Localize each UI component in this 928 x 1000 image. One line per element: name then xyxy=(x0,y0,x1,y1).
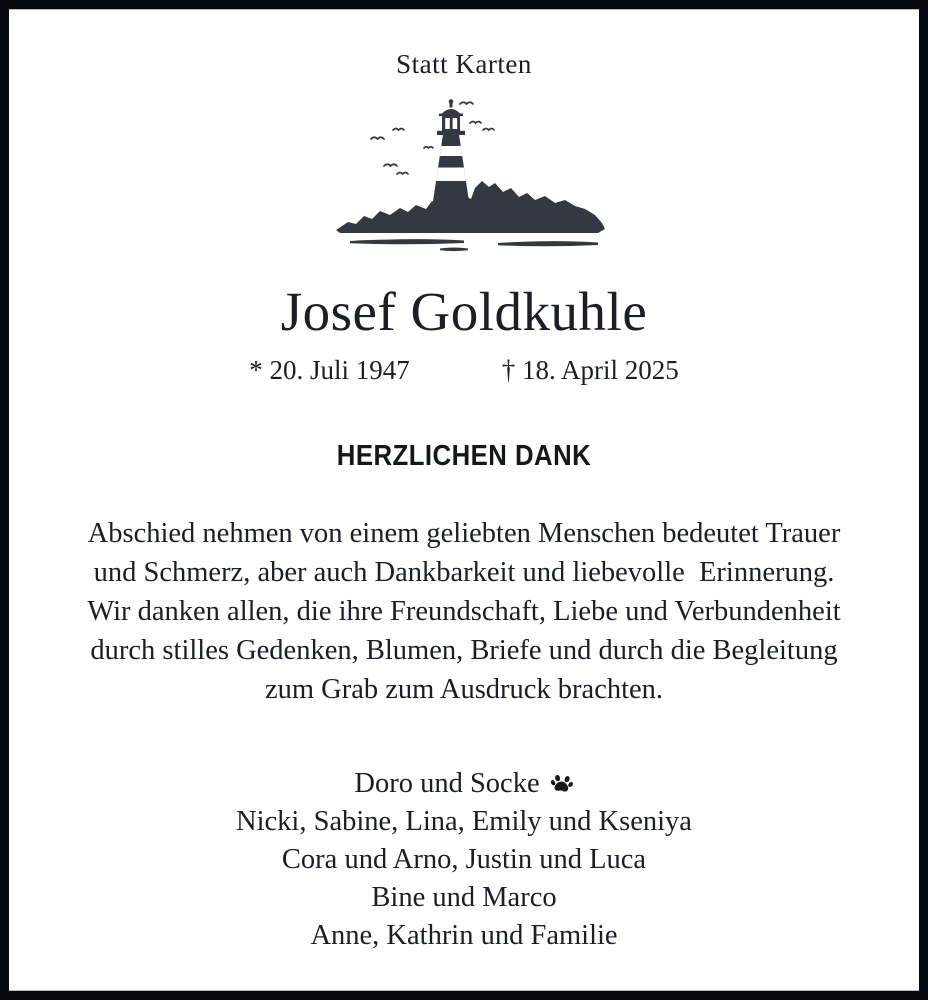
family-names xyxy=(9,765,919,955)
paw-print-icon xyxy=(548,768,574,794)
family-line: Bine und Marco xyxy=(371,881,557,913)
death-date: † 18. April 2025 xyxy=(501,354,679,385)
lighthouse-icon xyxy=(314,96,614,256)
body-line: Abschied nehmen von einem geliebten Menschen bedeutet Trauer xyxy=(87,517,841,549)
family-line: Cora und Arno, Justin und Luca xyxy=(281,843,647,875)
birds-icon xyxy=(371,102,494,174)
body-line: Wir danken allen, die ihre Freundschaft, Liebe und Verbundenheit xyxy=(87,595,841,627)
deceased-name: Josef Goldkuhle xyxy=(280,281,648,342)
body-line: durch stilles Gedenken, Blumen, Briefe und durch die Begleitung xyxy=(90,634,838,666)
body-line: zum Grab zum Ausdruck brachten. xyxy=(264,673,664,705)
body-line: und Schmerz, aber auch Dankbarkeit und liebevolle Erinnerung. xyxy=(93,556,835,588)
obituary-card xyxy=(9,9,919,991)
illustration-container xyxy=(9,96,919,256)
family-line: Nicki, Sabine, Lina, Emily und Kseniya xyxy=(236,805,692,837)
family-line-with-paw xyxy=(9,765,919,803)
life-dates xyxy=(9,355,919,386)
thanks-heading: HERZLICHEN DANK xyxy=(336,439,592,471)
family-line: Doro und Socke xyxy=(354,767,540,799)
family-line: Anne, Kathrin und Familie xyxy=(310,919,618,951)
pre-title: Statt Karten xyxy=(396,49,532,79)
birth-date: * 20. Juli 1947 xyxy=(249,354,410,385)
condolence-text xyxy=(9,514,919,709)
